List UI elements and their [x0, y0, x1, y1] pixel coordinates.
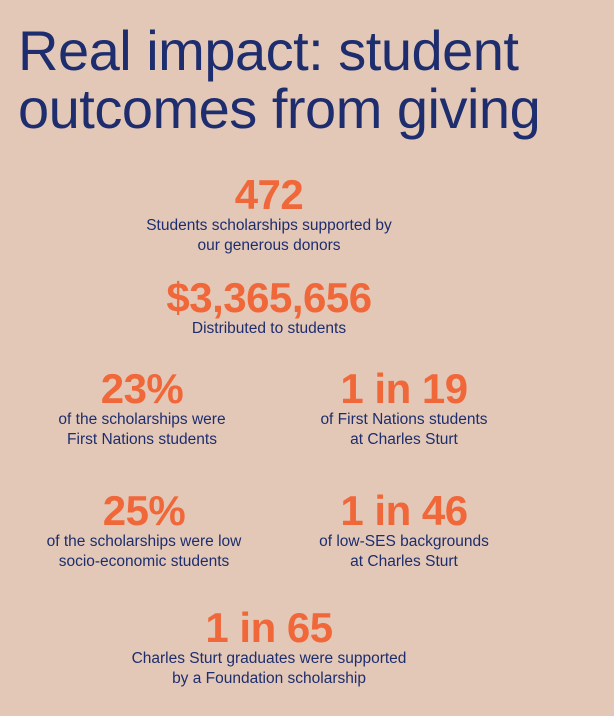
stat-value: 1 in 19 — [340, 365, 468, 412]
title-line-1: Real impact: student — [18, 19, 519, 82]
stat-first-nations-percent — [22, 365, 262, 450]
stat-value: 23% — [100, 365, 184, 412]
stat-description: of the scholarships were low socio-economic students — [46, 533, 242, 570]
stat-description: Distributed to students — [191, 320, 347, 337]
stat-low-ses-percent — [12, 487, 276, 572]
stat-description: Charles Sturt graduates were supported by a Foundation scholarship — [131, 650, 407, 687]
stat-value: 1 in 65 — [205, 604, 333, 651]
title-line-2: outcomes from giving — [18, 77, 541, 140]
stat-description: of First Nations students at Charles Sturt — [320, 411, 488, 448]
stat-value: $3,365,656 — [166, 274, 372, 321]
stat-graduates-ratio — [92, 604, 446, 689]
stat-first-nations-ratio — [292, 365, 516, 450]
stat-description: of low-SES backgrounds at Charles Sturt — [319, 533, 489, 570]
page-title — [18, 19, 608, 140]
stat-description: Students scholarships supported by our generous donors — [146, 217, 392, 254]
stat-amount-distributed — [117, 274, 421, 339]
stat-low-ses-ratio — [292, 487, 516, 572]
stat-scholarships-count — [107, 171, 431, 256]
stat-value: 25% — [102, 487, 186, 534]
stat-value: 472 — [234, 171, 304, 218]
stat-value: 1 in 46 — [340, 487, 468, 534]
stat-description: of the scholarships were First Nations students — [58, 411, 226, 448]
